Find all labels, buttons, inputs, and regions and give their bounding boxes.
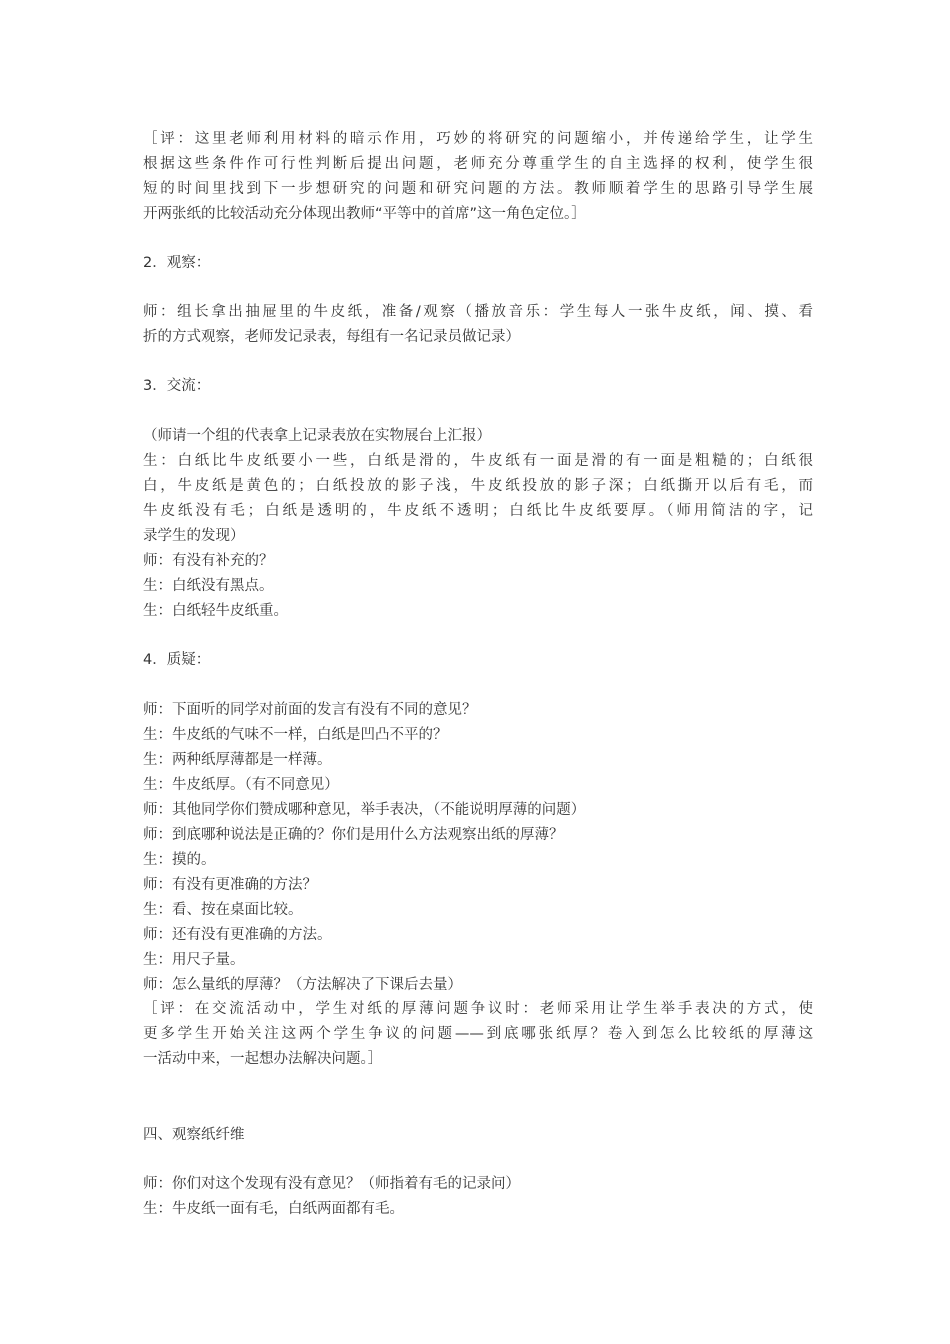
paragraph-line: 牛皮纸没有毛；白纸是透明的，牛皮纸不透明；白纸比牛皮纸要厚。（师用简洁的字，记 [143, 503, 813, 519]
paragraph-line: ［评：这里老师利用材料的暗示作用，巧妙的将研究的问题缩小，并传递给学生，让学生 [143, 131, 813, 147]
paragraph-line: 师：你们对这个发现有没有意见？（师指着有毛的记录问） [143, 1176, 520, 1192]
paragraph-line: 开两张纸的比较活动充分体现出教师“平等中的首席”这一角色定位。］ [143, 206, 586, 222]
paragraph-line: ［评：在交流活动中，学生对纸的厚薄问题争议时：老师采用让学生举手表决的方式，使 [143, 1001, 813, 1017]
paragraph-line: 生：看、按在桌面比较。 [143, 902, 303, 918]
paragraph-line: 生：白纸没有黑点。 [143, 578, 274, 594]
paragraph-line: 师：有没有更准确的方法？ [143, 877, 317, 893]
paragraph-line: 师：组长拿出抽屉里的牛皮纸，准备/观察（播放音乐：学生每人一张牛皮纸，闻、摸、看 [143, 304, 813, 320]
paragraph-line: 一活动中来，一起想办法解决问题。］ [143, 1051, 383, 1067]
paragraph-line: 根据这些条件作可行性判断后提出问题，老师充分尊重学生的自主选择的权利，使学生很 [143, 156, 813, 172]
section-heading: 3．交流： [143, 378, 211, 394]
paragraph-line: 生：白纸轻牛皮纸重。 [143, 603, 288, 619]
paragraph-line: 生：牛皮纸厚。（有不同意见） [143, 777, 339, 793]
paragraph-line: 生：用尺子量。 [143, 952, 245, 968]
paragraph-line: 生：两种纸厚薄都是一样薄。 [143, 752, 332, 768]
paragraph-line: 短的时间里找到下一步想研究的问题和研究问题的方法。教师顺着学生的思路引导学生展 [143, 181, 813, 197]
paragraph-line: 生：牛皮纸的气味不一样，白纸是凹凸不平的？ [143, 727, 448, 743]
paragraph-line: 师：下面听的同学对前面的发言有没有不同的意见？ [143, 702, 477, 718]
paragraph-line: 师：到底哪种说法是正确的？你们是用什么方法观察出纸的厚薄？ [143, 827, 564, 843]
paragraph-line: 折的方式观察，老师发记录表，每组有一名记录员做记录） [143, 329, 520, 345]
paragraph-line: 师：其他同学你们赞成哪种意见，举手表决，（不能说明厚薄的问题） [143, 802, 586, 818]
paragraph-line: 更多学生开始关注这两个学生争议的问题——到底哪张纸厚？卷入到怎么比较纸的厚薄这 [143, 1026, 813, 1042]
section-heading: 四、观察纸纤维 [143, 1127, 245, 1143]
paragraph-line: （师请一个组的代表拿上记录表放在实物展台上汇报） [143, 428, 491, 444]
paragraph-line: 生：摸的。 [143, 852, 216, 868]
paragraph-line: 生：牛皮纸一面有毛，白纸两面都有毛。 [143, 1201, 404, 1217]
paragraph-line: 师：怎么量纸的厚薄？（方法解决了下课后去量） [143, 977, 462, 993]
paragraph-line: 录学生的发现） [143, 528, 245, 544]
paragraph-line: 师：还有没有更准确的方法。 [143, 927, 332, 943]
paragraph-line: 生：白纸比牛皮纸要小一些，白纸是滑的，牛皮纸有一面是滑的有一面是粗糙的；白纸很 [143, 453, 813, 469]
paragraph-line: 白，牛皮纸是黄色的；白纸投放的影子浅，牛皮纸投放的影子深；白纸撕开以后有毛，而 [143, 478, 813, 494]
section-heading: 2．观察： [143, 255, 211, 271]
section-heading: 4．质疑： [143, 652, 211, 668]
paragraph-line: 师：有没有补充的？ [143, 553, 274, 569]
